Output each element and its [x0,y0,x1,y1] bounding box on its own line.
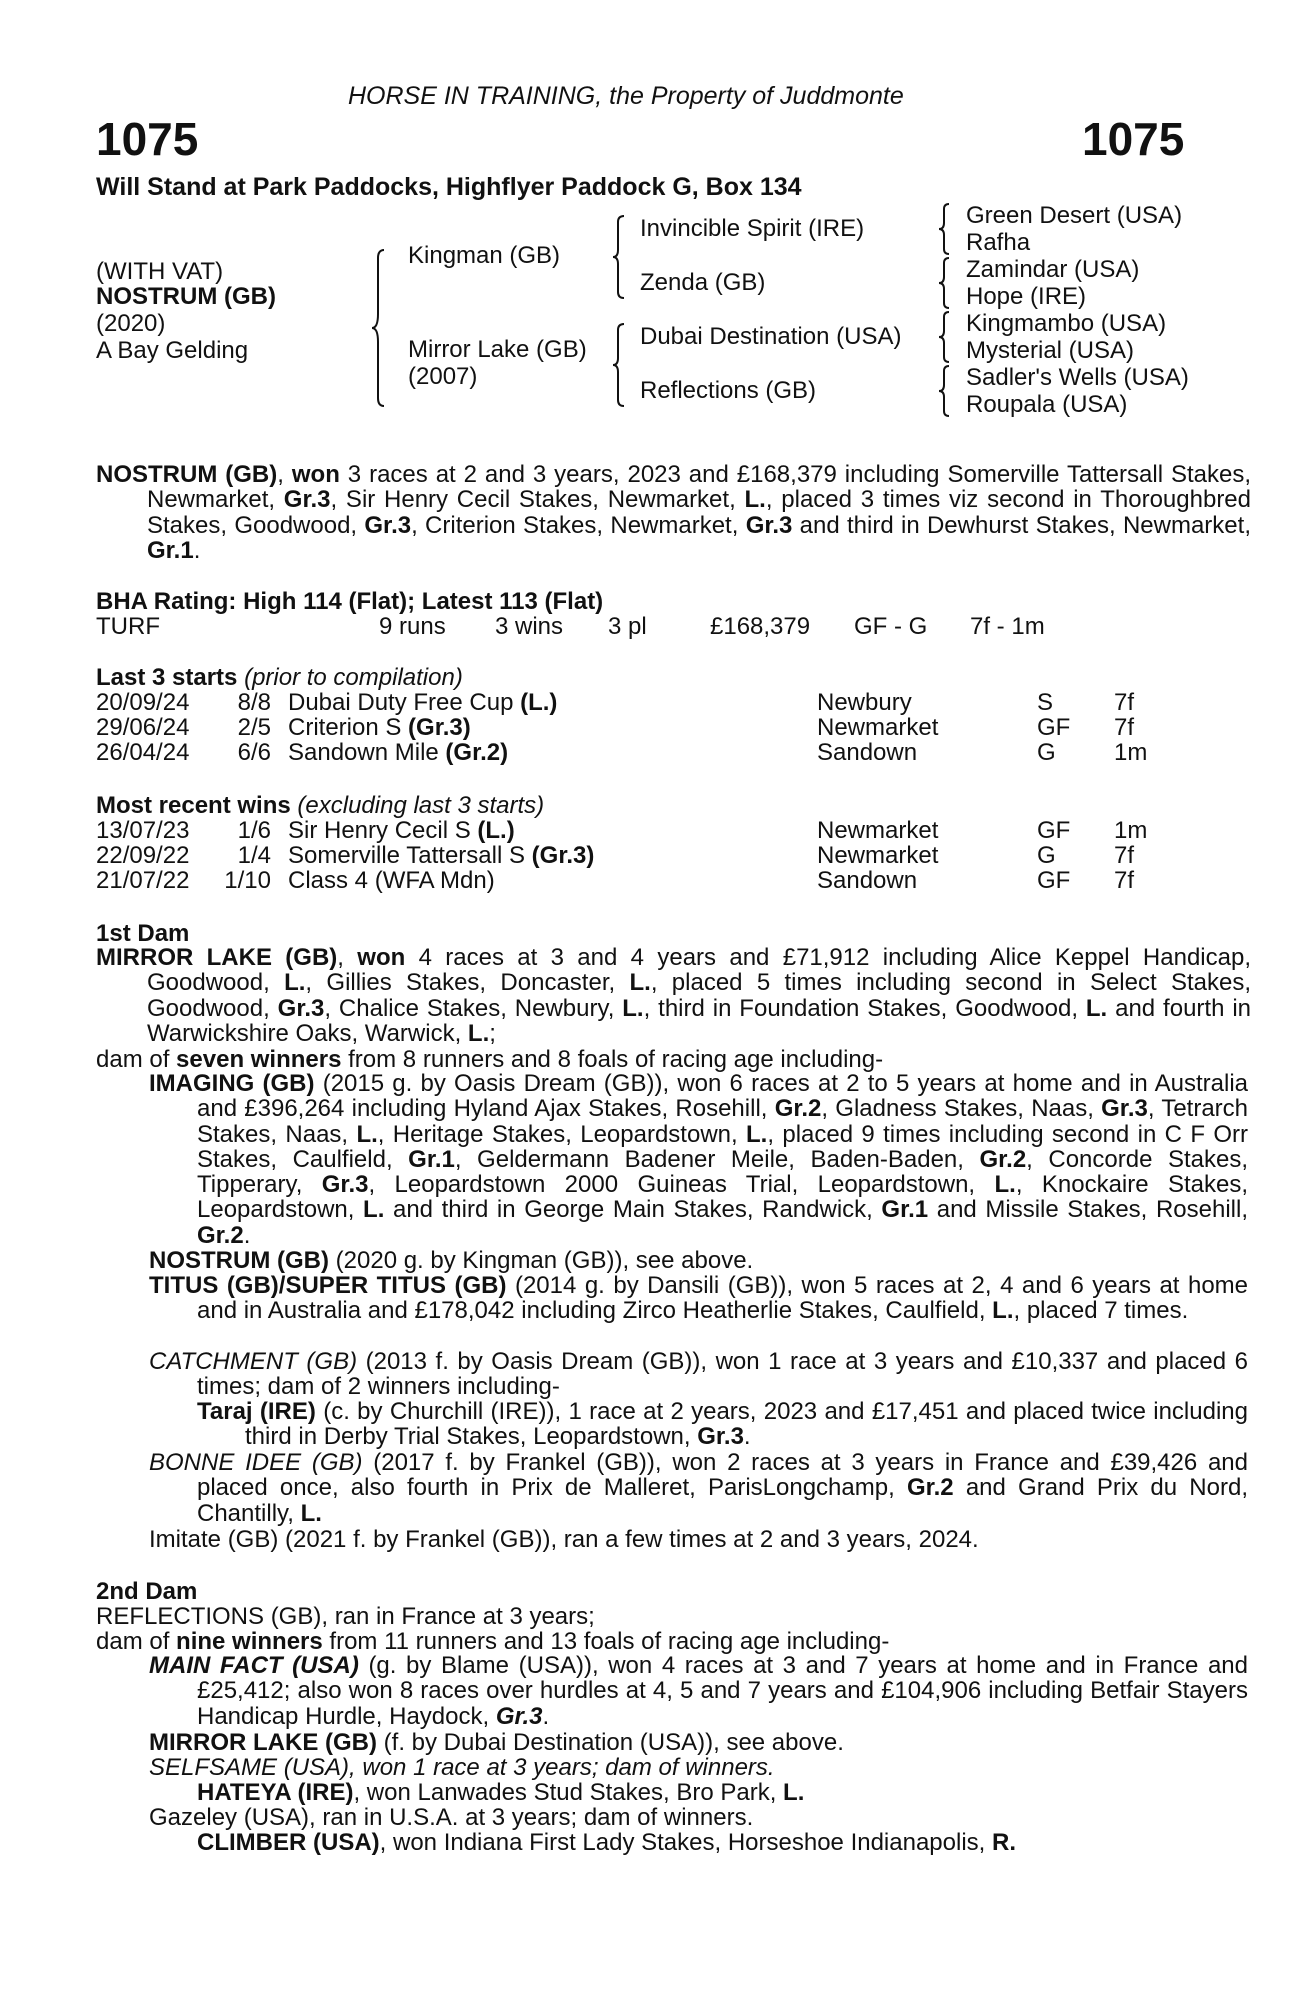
grade: L. [467,1019,490,1047]
first-dam-won: won [357,944,406,971]
grade: Gr.2 [906,1474,954,1502]
grade: R. [992,1829,1016,1856]
form-going: G [1037,842,1056,869]
text: , placed 9 times including second in C F Orr Stakes, Caulfield, [197,1120,1248,1173]
text: (2017 f. by Frankel (GB)), won 2 races at 3 years in France and £39,426 and placed once, also fourth in Prix de Malleret, ParisLongchamp, [197,1449,1248,1502]
text: . [243,1221,251,1249]
titus-name: TITUS (GB)/SUPER TITUS (GB) [149,1272,507,1299]
last3-title: Last 3 starts [96,664,238,691]
produce-hateya [197,1779,804,1807]
grade: Gr.2 [197,1221,244,1249]
mirror-lake-name: MIRROR LAKE (GB) [149,1729,377,1756]
form-race [288,739,508,767]
race-name: Sir Henry Cecil S [288,817,478,844]
form-pos: 6/6 [237,739,271,766]
form-dist: 7f [1114,842,1135,869]
climber-name: CLIMBER (USA) [197,1829,380,1856]
stand-location: Will Stand at Park Paddocks, Highflyer Paddock G, Box 134 [96,173,802,201]
second-dam-line: REFLECTIONS (GB), ran in France at 3 years; [96,1603,595,1630]
text: , won Indiana First Lady Stakes, Horseshoe Indianapolis, [379,1829,992,1856]
grade: L. [284,969,306,997]
grade: Gr.3 [283,486,331,514]
sire-sire: Invincible Spirit (IRE) [640,215,865,242]
ped-dsd: Mysterial (USA) [966,337,1135,364]
form-pos: 1/10 [224,867,271,894]
horse-description: A Bay Gelding [96,337,249,364]
race-name: Criterion S [288,714,409,741]
horse-name: NOSTRUM (GB) [96,283,276,310]
pedigree-bracket [370,248,390,408]
form-going: GF [1037,867,1071,894]
vat-label: (WITH VAT) [96,258,224,285]
form-race [288,689,557,717]
catalogue-header: HORSE IN TRAINING, the Property of Juddmonte [348,82,904,110]
text: , third in Foundation Stakes, Goodwood, [643,994,1086,1022]
bha-rating: BHA Rating: High 114 (Flat); Latest 113 (Flat) [96,588,604,615]
summary-text: . [193,536,201,564]
lot-number-left: 1075 [96,113,199,165]
grade: Gr.1 [147,536,194,564]
form-race [288,714,471,742]
text: , Heritage Stakes, Leopardstown, [377,1120,747,1148]
text: (c. by Churchill (IRE)), 1 race at 2 years, 2023 and £17,451 and placed twice including third in Derby Trial Stakes, Leopardstown, [245,1398,1248,1451]
grade: Gr.3 [277,994,325,1022]
text: , Chalice Stakes, Newbury, [324,994,623,1022]
form-going: G [1037,739,1056,766]
grade: Gr.3 [364,511,412,539]
form-date: 20/09/24 [96,689,190,716]
form-dist: 7f [1114,689,1135,716]
catchment-name: CATCHMENT (GB) [149,1348,358,1375]
form-dist: 7f [1114,714,1135,741]
grade: Gr.1 [881,1196,929,1224]
ped-ssd: Rafha [966,229,1031,256]
horse-year: (2020) [96,310,166,337]
text: 4 races at 3 and 4 years and £71,912 including Alice Keppel Handicap, Goodwood, [147,944,1252,997]
form-going: GF [1037,714,1071,741]
form-course: Newmarket [817,714,939,741]
text: and fourth in Warwickshire Oaks, Warwick, [147,994,1251,1047]
race-grade: (Gr.2) [445,739,509,766]
grade: L. [1085,994,1108,1022]
grade: L. [783,1779,805,1806]
winners-count: seven winners [176,1046,342,1073]
text: , placed 7 times. [1013,1297,1189,1325]
text: ; [489,1019,496,1047]
race-name: Somerville Tattersall S [288,842,532,869]
turf-prize: £168,379 [710,613,811,640]
text: , Geldermann Badener Meile, Baden-Baden, [454,1145,980,1173]
grade: L. [300,1499,322,1527]
ped-sss: Green Desert (USA) [966,202,1183,229]
imaging-name: IMAGING (GB) [149,1070,315,1097]
race-name: Class 4 (WFA Mdn) [288,867,495,894]
text: (2013 f. by Oasis Dream (GB)), won 1 race at 3 years and £10,337 and placed 6 times; dam of 2 winners including- [197,1348,1249,1401]
form-pos: 8/8 [237,689,271,716]
grade: L. [992,1297,1014,1325]
produce-main-fact [149,1653,1248,1729]
produce-imitate: Imitate (GB) (2021 f. by Frankel (GB)), ran a few times at 2 and 3 years, 2024. [149,1526,979,1553]
text: , Leopardstown 2000 Guineas Trial, Leopardstown, [368,1171,995,1199]
last3-note: (prior to compilation) [244,664,463,691]
ped-sds: Zamindar (USA) [966,256,1140,283]
grade: Gr.3 [495,1702,543,1730]
bracket-ss [938,202,952,256]
grade: L. [363,1196,385,1224]
produce-nostrum [149,1248,1248,1273]
second-dam-heading: 2nd Dam [96,1578,198,1605]
text: and Missile Stakes, Rosehill, [928,1196,1248,1224]
text: , Concorde Stakes, Tipperary, [197,1145,1248,1199]
form-row [96,739,1196,764]
nostrum-name: NOSTRUM (GB) [149,1247,329,1274]
text: , Tetrarch Stakes, Naas, [197,1095,1249,1148]
turf-placed: 3 pl [608,613,647,640]
text: from 8 runners and 8 foals of racing age including- [341,1046,884,1073]
dam-bracket [612,322,628,408]
produce-bonne-idee [149,1450,1248,1526]
form-date: 21/07/22 [96,867,190,894]
text: , placed 5 times including second in Select Stakes, Goodwood, [147,969,1252,1022]
text: , Knockaire Stakes, Leopardstown, [197,1171,1249,1224]
form-row [96,817,1196,842]
produce-titus [149,1273,1248,1324]
sire-bracket [612,214,628,300]
form-race [288,842,594,870]
grade: L. [629,969,651,997]
form-dist: 1m [1114,739,1148,766]
summary-text: and third in Dewhurst Stakes, Newmarket, [792,511,1251,539]
produce-climber [197,1829,1016,1857]
form-dist: 1m [1114,817,1148,844]
first-dam-name: MIRROR LAKE (GB) [96,944,338,971]
bonne-idee-name: BONNE IDEE (GB) [149,1449,363,1476]
text: (2014 g. by Dansili (GB)), won 5 races at 2, 4 and 6 years at home and in Australia and £178,042 including Zirco Heatherlie Stakes, Caulfield, [197,1272,1249,1325]
form-course: Newmarket [817,842,939,869]
form-row [96,689,1196,714]
grade: Gr.2 [774,1095,822,1123]
text: and Grand Prix du Nord, Chantilly, [197,1474,1248,1527]
main-fact-name: MAIN FACT (USA) [149,1652,359,1679]
grade: Gr.3 [1101,1095,1148,1123]
text: from 11 runners and 13 foals of racing age including- [322,1628,890,1655]
text: . [743,1423,751,1451]
last3-heading [96,664,463,692]
summary-text: 3 races at 2 and 3 years, 2023 and £168,379 including Somerville Tattersall Stakes, Newmarket, [147,461,1252,514]
form-course: Newbury [817,689,912,716]
grade: L. [356,1120,378,1148]
grade: L. [744,486,766,514]
form-date: 29/06/24 [96,714,190,741]
sire-dam: Zenda (GB) [640,269,766,296]
bracket-ds [938,310,952,364]
text: , Gladness Stakes, Naas, [821,1095,1102,1123]
produce-mirror-lake [149,1729,844,1757]
form-going: GF [1037,817,1071,844]
taraj-name: Taraj (IRE) [197,1398,316,1425]
dam-name: Mirror Lake (GB) [408,336,587,363]
text: and third in George Main Stakes, Randwick, [384,1196,882,1224]
form-race [288,867,495,895]
form-row [96,714,1196,739]
grade: L. [994,1171,1016,1199]
form-pos: 2/5 [237,714,271,741]
race-name: Dubai Duty Free Cup [288,689,521,716]
turf-distance: 7f - 1m [970,613,1045,640]
recent-title: Most recent wins [96,792,291,819]
text: (2015 g. by Oasis Dream (GB)), won 6 races at 2 to 5 years at home and in Australia and £396,264 including Hyland Ajax Stakes, Rosehill, [197,1070,1248,1123]
dam-year: (2007) [408,363,478,390]
turf-record [96,613,1196,638]
produce-gazeley: Gazeley (USA), ran in U.S.A. at 3 years; dam of winners. [149,1804,754,1831]
race-grade: (Gr.3) [408,714,471,741]
summary-horse-name: NOSTRUM (GB) [96,461,278,488]
dam-dam: Reflections (GB) [640,377,817,404]
race-name: Sandown Mile [288,739,446,766]
grade: L. [746,1120,768,1148]
ped-dss: Kingmambo (USA) [966,310,1167,337]
bracket-dd [938,364,952,418]
ped-dds: Sadler's Wells (USA) [966,364,1189,391]
produce-selfsame: SELFSAME (USA), won 1 race at 3 years; dam of winners. [149,1754,775,1781]
form-course: Sandown [817,867,918,894]
form-date: 13/07/23 [96,817,190,844]
race-summary: NOSTRUM (GB), won 3 races at 2 and 3 years, 2023 and £168,379 including Somerville Tattersall Stakes, Newmarket, Gr.3, Sir Henry Cecil Stakes, Newmarket, L., placed 3 times viz second in Thoroughbred Stakes, Goodwood, Gr.3, Criterion Stakes, Newmarket, Gr.3 and third in Dewhurst Stakes, Newmarket, Gr.1. [96,461,1252,564]
race-grade: (L.) [477,817,515,844]
form-dist: 7f [1114,867,1135,894]
summary-won: won [291,461,340,488]
race-grade: (Gr.3) [531,842,595,869]
winners-count: nine winners [176,1628,323,1655]
form-row [96,842,1196,867]
grade: Gr.3 [697,1423,744,1451]
turf-going: GF - G [854,613,928,640]
text: , won Lanwades Stud Stakes, Bro Park, [353,1779,784,1806]
form-date: 26/04/24 [96,739,190,766]
form-going: S [1037,689,1054,716]
text: dam of [96,1046,177,1073]
ped-ddd: Roupala (USA) [966,391,1128,418]
sire-name: Kingman (GB) [408,242,561,269]
turf-wins: 3 wins [495,613,564,640]
form-row [96,867,1196,892]
grade: Gr.2 [979,1145,1027,1173]
produce-catchment [149,1349,1248,1400]
summary-text: , Criterion Stakes, Newmarket, [411,511,746,539]
turf-surface: TURF [96,613,160,640]
race-grade: (L.) [520,689,558,716]
grade: L. [622,994,644,1022]
dam-sire: Dubai Destination (USA) [640,323,902,350]
lot-number-right: 1075 [1082,113,1185,165]
recent-heading [96,792,544,820]
bracket-sd [938,256,952,310]
text: dam of [96,1628,177,1655]
text: . [542,1702,550,1730]
text: (f. by Dubai Destination (USA)), see above. [376,1729,844,1756]
first-dam-heading: 1st Dam [96,920,190,947]
text: , Gillies Stakes, Doncaster, [305,969,630,997]
produce-taraj [197,1399,1248,1450]
hateya-name: HATEYA (IRE) [197,1779,354,1806]
text: (g. by Blame (USA)), won 4 races at 3 and 7 years at home and in France and £25,412; also won 8 races over hurdles at 4, 5 and 7 years and £104,906 including Betfair Stayers Handicap Hurdle, Haydock, [197,1652,1248,1730]
summary-text: , placed 3 times viz second in Thoroughbred Stakes, Goodwood, [147,486,1252,539]
summary-text: , Sir Henry Cecil Stakes, Newmarket, [330,486,745,514]
turf-runs: 9 runs [379,613,446,640]
form-course: Newmarket [817,817,939,844]
grade: Gr.1 [408,1145,455,1173]
form-pos: 1/4 [237,842,271,869]
first-dam-record: MIRROR LAKE (GB), won 4 races at 3 and 4 years and £71,912 including Alice Keppel Handicap, Goodwood, L., Gillies Stakes, Doncaster, L., placed 5 times including second in Select Stakes, Goodwood, Gr.3, Chalice Stakes, Newbury, L., third in Foundation Stakes, Goodwood, L. and fourth in Warwickshire Oaks, Warwick, L.; [96,944,1252,1047]
form-date: 22/09/22 [96,842,190,869]
produce-imaging [149,1071,1248,1248]
form-race [288,817,515,845]
grade: Gr.3 [745,511,793,539]
form-course: Sandown [817,739,918,766]
grade: Gr.3 [321,1171,369,1199]
form-pos: 1/6 [237,817,271,844]
ped-sdd: Hope (IRE) [966,283,1087,310]
recent-note: (excluding last 3 starts) [297,792,545,819]
text: (2020 g. by Kingman (GB)), see above. [328,1247,754,1274]
